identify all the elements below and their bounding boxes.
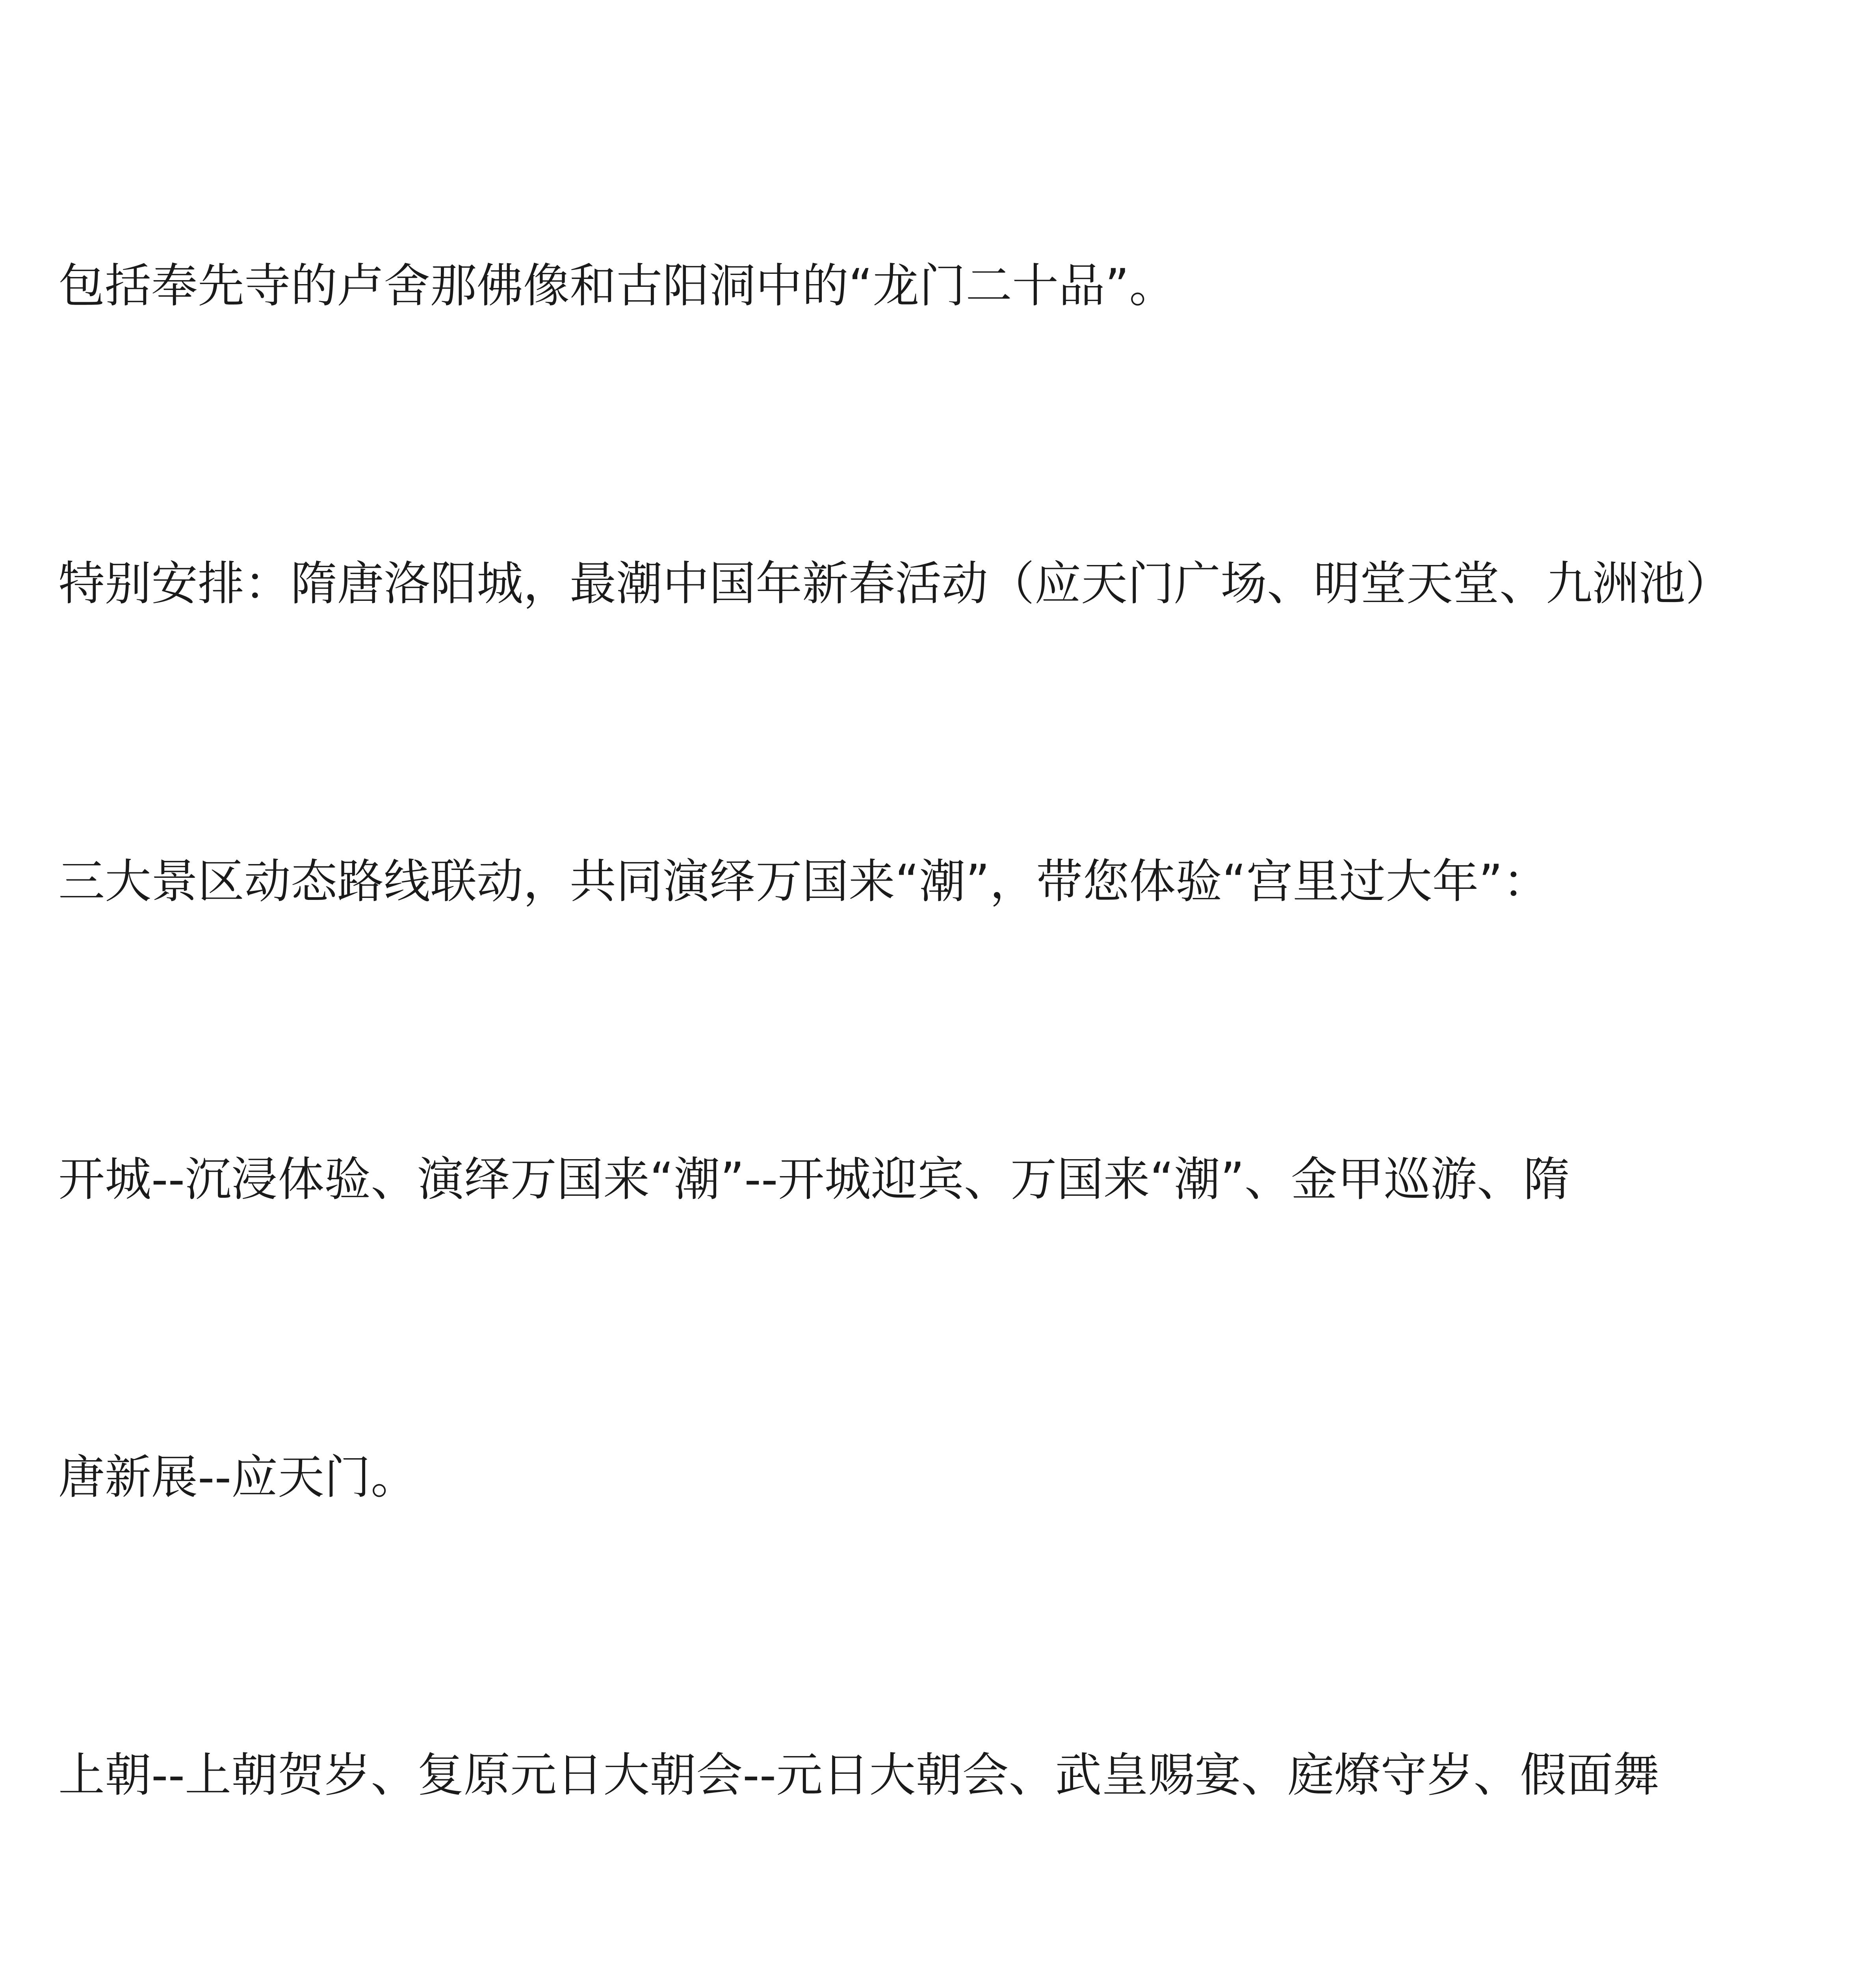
- intro-paragraphs: [58, 0, 1827, 1970]
- intro-line: 唐新展--应天门。: [58, 1450, 418, 1504]
- intro-line: 上朝--上朝贺岁、复原元日大朝会--元日大朝会、武皇赐宴、庭燎守岁、假面舞: [58, 1748, 1660, 1802]
- intro-line: 包括奉先寺的卢舍那佛像和古阳洞中的“龙门二十品”。: [58, 258, 1176, 313]
- intro-line: 特别安排：隋唐洛阳城，最潮中国年新春活动（应天门广场、明堂天堂、九洲池）: [58, 556, 1732, 611]
- itinerary-page: [58, 0, 1827, 1970]
- intro-line: 开城--沉浸体验、演绎万国来“潮”--开城迎宾、万国来“潮”、金甲巡游、隋: [58, 1152, 1570, 1206]
- intro-line: 三大景区动态路线联动，共同演绎万国来“潮”，带您体验“宫里过大年”：: [58, 854, 1549, 909]
